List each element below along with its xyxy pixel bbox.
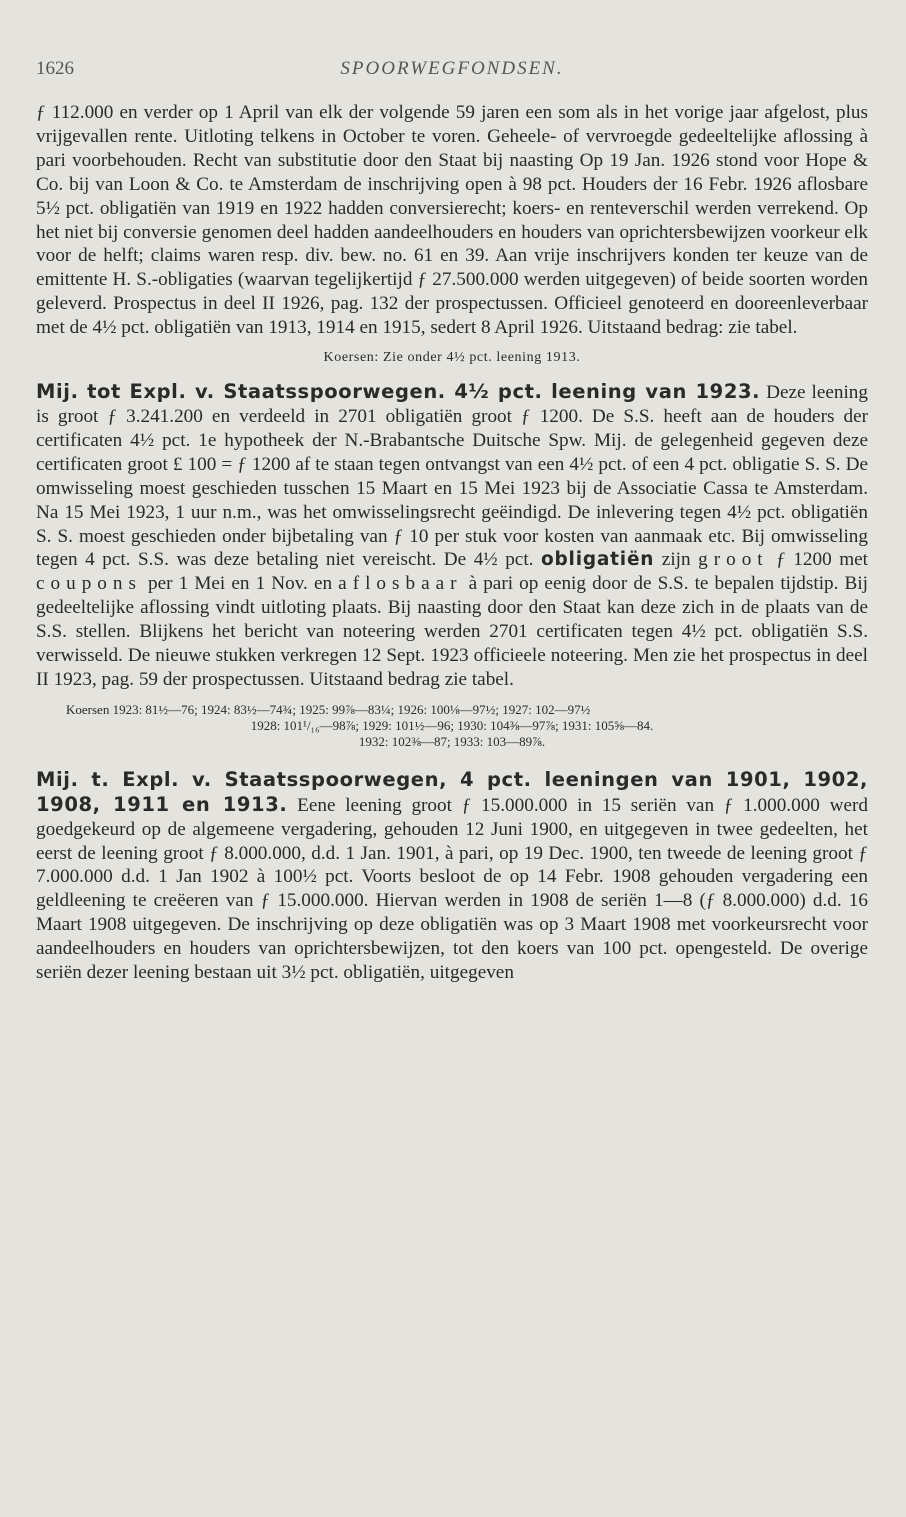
section-heading: Mij. t. Expl. v. Staatsspoorwegen, 4 pct. leeningen van 1901, 1902, 1908, 1911 en 1913. [36,767,868,816]
term-obligatien: obligatiën [541,549,655,571]
section-text: Deze leening is groot ƒ 3.241.200 en verdeeld in 2701 obligatiën groot ƒ 1200. De S.S. heeft aan de houders der certificaten 4½ pct. 1e hypotheek der N.-Brabantsche Duitsche Spw. Mij. de gelegenheid gegeven deze certificaten groot £ 100 = ƒ 1200 af te staan tegen ontvangst van een 4½ pct. of een 4 pct. obligatie S. S. De omwisseling moest geschieden tusschen 15 Maart en 15 Mei 1923 bij de Associatie Cassa te Amsterdam. Na 15 Mei 1923, 1 uur n.m., was het omwisselingsrecht geëindigd. De inlevering tegen 4½ pct. obligatiën S. S. moest geschieden onder bijbetaling van ƒ 10 per stuk voor kosten van aanmaak etc. Bij omwisseling tegen 4 pct. S.S. was deze betaling niet vereischt. De 4½ pct. [36,382,868,571]
page-number: 1626 [36,58,74,79]
koersen-line: Koersen 1923: 81½—76; 1924: 83½—74¾; 1925: 99⅞—83¼; 1926: 100⅛—97½; 1927: 102—97½ [66,701,591,717]
koersen-table [36,702,868,750]
term-aflosbaar: aflosbaar [338,573,463,595]
page-header [36,58,868,92]
koersen-line: 1928: 101¹/₁₆—98⅞; 1929: 101½—96; 1930: 104⅜—97⅞; 1931: 105⅝—84. [250,717,654,733]
section-text: ƒ 1200 met [768,549,868,571]
section-text: Eene leening groot ƒ 15.000.000 in 15 seriën van ƒ 1.000.000 werd goedgekeurd op de algemeene vergadering, gehouden 12 Juni 1900, en uitgegeven in twee gedeelten, het eerst de leening groot ƒ 8.000.000, d.d. 1 Jan. 1901, à pari, op 19 Dec. 1900, ten tweede de leening groot ƒ 7.000.000 d.d. 1 Jan 1902 à 100½ pct. Voorts besloot de op 14 Febr. 1908 gehouden vergadering een geldleening te creëeren van ƒ 15.000.000. Hiervan werden in 1908 de seriën 1—8 (ƒ 8.000.000) d.d. 16 Maart 1908 uitgegeven. De inschrijving op deze obligatiën was op 3 Maart 1908 met voorkeursrecht voor aandeelhouders en houders van oprichtersbewijzen, tot den koers van 100 pct. opengesteld. De overige seriën dezer leening bestaan uit 3½ pct. obligatiën, uitgegeven [36,794,868,984]
page-body [36,101,868,985]
running-title: SPOORWEGFONDSEN. [340,58,564,79]
section-text: per 1 Mei en 1 Nov. en [141,573,339,595]
section-text: à pari op eenig door de S.S. te bepalen tijdstip. Bij gedeeltelijke aflossing vindt uitloting plaats. Bij naasting door den Staat kan deze zich in de plaats van de S.S. stellen. Blijkens het bericht van noteering werden 2701 certificaten tegen 4½ pct. obligatiën S.S. verwisseld. De nieuwe stukken verkregen 12 Sept. 1923 officieele noteering. Men zie het prospectus in deel II 1923, pag. 59 der prospectussen. Uitstaand bedrag zie tabel. [36,573,868,690]
section-text: zijn [654,549,699,571]
koersen-line: 1932: 102⅜—87; 1933: 103—89⅞. [358,733,546,749]
koersen-reference: Koersen: Zie onder 4½ pct. leening 1913. [323,350,581,366]
section-heading: Mij. tot Expl. v. Staatsspoorwegen. 4½ pct. leening van 1923. [36,380,761,404]
intro-paragraph: ƒ 112.000 en verder op 1 April van elk der volgende 59 jaren een som als in het vorige jaar afgelost, plus vrijgevallen rente. Uitloting telkens in October te voren. Geheele- of vervroegde gedeeltelijke aflossing à pari voorbehouden. Recht van substitutie door den Staat bij naasting Op 19 Jan. 1926 stond voor Hope & Co. bij van Loon & Co. te Amsterdam de inschrijving open à 98 pct. Houders der 16 Febr. 1926 aflosbare 5½ pct. obligatiën van 1919 en 1922 hadden conversierecht; koers- en renteverschil werden verrekend. Op het niet bij conversie genomen deel hadden aandeelhouders en houders van oprichtersbewijzen voorkeur elk voor de helft; claims waren resp. div. bew. no. 61 en 39. Aan vrije inschrijvers konden ter keuze van de emittente H. S.-obligaties (waarvan tegelijkertijd ƒ 27.500.000 werden uitgegeven) of beide soorten worden geleverd. Prospectus in deel II 1926, pag. 132 der prospectussen. Officieel genoteerd en dooreenleverbaar met de 4½ pct. obligatiën van 1913, 1914 en 1915, sedert 8 April 1926. Uitstaand bedrag: zie tabel. [36,102,868,339]
section-4-pct-leeningen [36,768,868,985]
term-groot: groot [698,549,769,571]
section-4half-1923 [36,380,868,692]
term-coupons: coupons [36,573,142,595]
